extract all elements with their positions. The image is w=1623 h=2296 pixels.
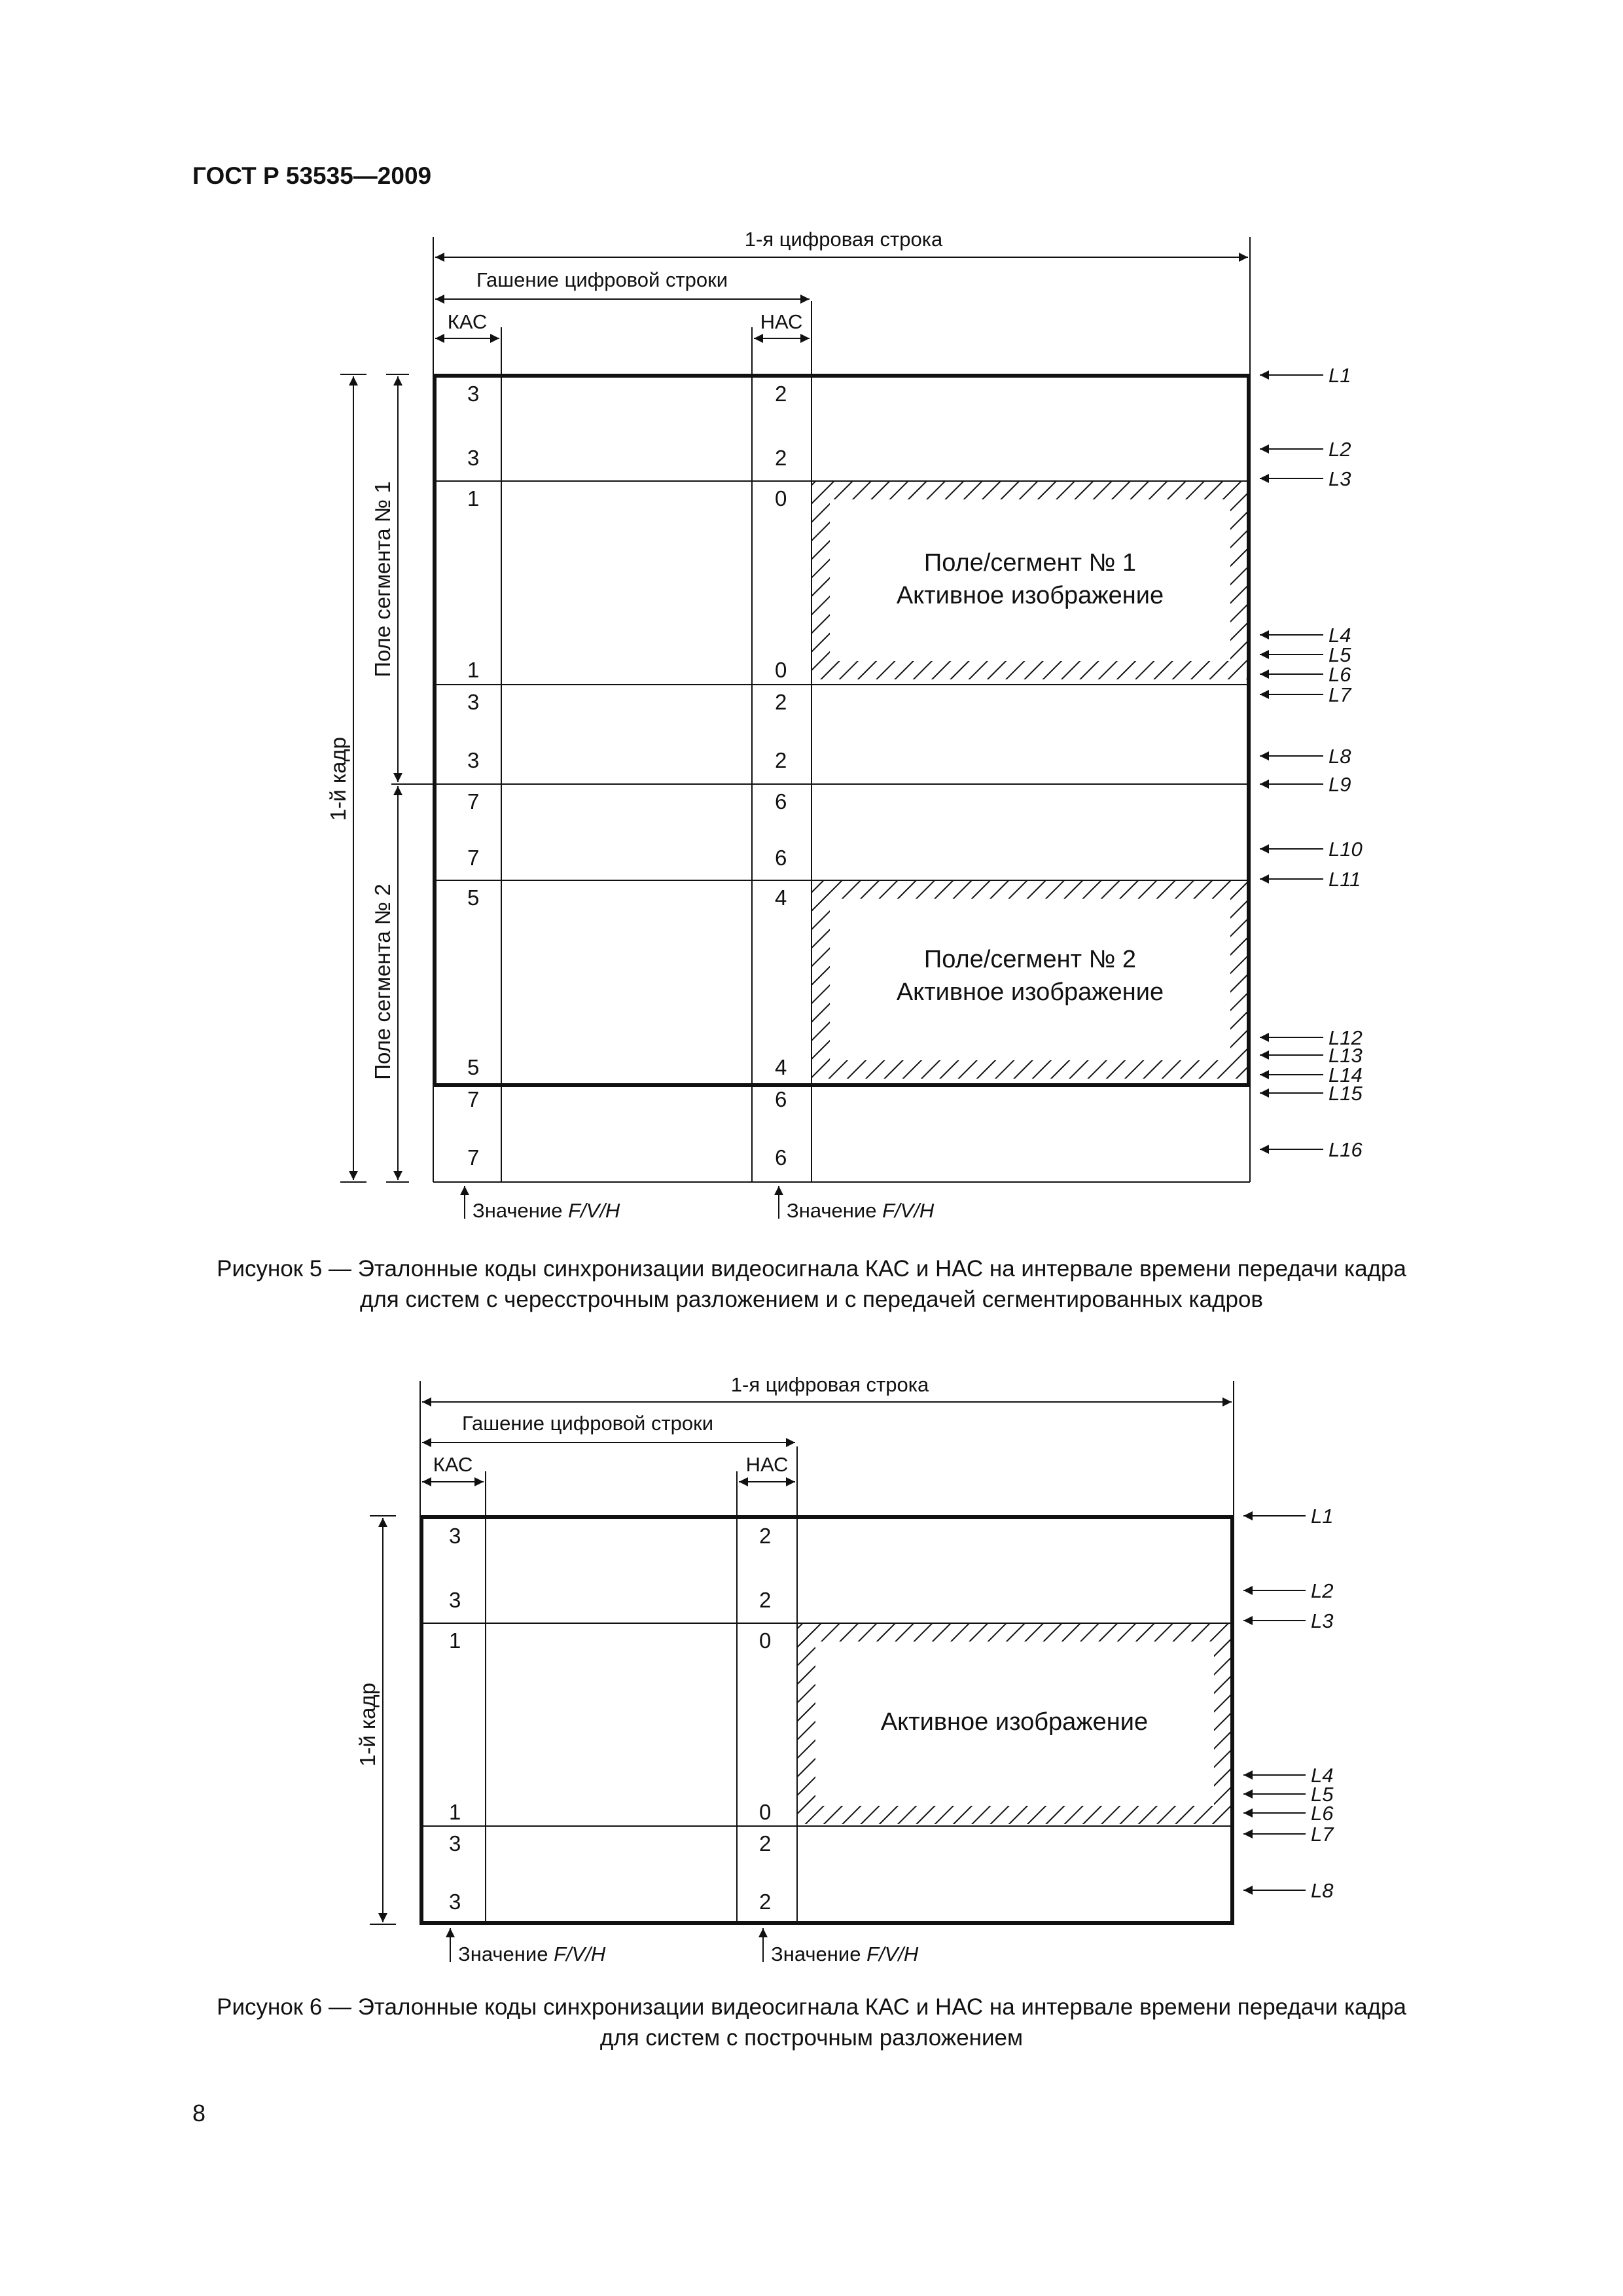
fig6-line-label: L6 bbox=[1311, 1802, 1334, 1825]
fig6-row-title: 1-я цифровая строка bbox=[730, 1373, 929, 1396]
fig5-code-right: 2 bbox=[775, 748, 787, 772]
fig5-line-label: L5 bbox=[1329, 643, 1351, 666]
fig5-code-right: 2 bbox=[775, 690, 787, 714]
fig6-line-label: L1 bbox=[1311, 1505, 1334, 1528]
fig5-line-label: L9 bbox=[1329, 773, 1351, 796]
fig6-line-label: L3 bbox=[1311, 1609, 1334, 1632]
fig5-line-label: L15 bbox=[1329, 1082, 1363, 1105]
fig5-active2-line1: Поле/сегмент № 2 bbox=[923, 946, 1137, 973]
figure-5-caption-line1: Рисунок 5 — Эталонные коды синхронизации видеосигнала КАС и НАС на интервале времени передачи кадра bbox=[217, 1256, 1406, 1282]
figure-6-caption-line2: для систем с построчным разложением bbox=[599, 2025, 1024, 2051]
fig5-code-right: 6 bbox=[775, 1145, 787, 1170]
fig5-line-label: L12 bbox=[1329, 1026, 1363, 1049]
fig6-line-label: L4 bbox=[1311, 1764, 1334, 1787]
fig5-code-left: 5 bbox=[467, 1055, 480, 1079]
fig5-line-label: L11 bbox=[1329, 868, 1361, 891]
fig5-line-label: L6 bbox=[1329, 663, 1351, 686]
fig6-fvh-kac: Значение F/V/H bbox=[458, 1943, 606, 1965]
fig5-line-label: L14 bbox=[1329, 1064, 1363, 1086]
fig5-line-label: L8 bbox=[1329, 745, 1351, 768]
fig5-active1-line1: Поле/сегмент № 1 bbox=[923, 549, 1137, 577]
fig5-nac-label: НАС bbox=[760, 310, 803, 333]
document-header: ГОСТ Р 53535—2009 bbox=[192, 162, 432, 189]
fig5-line-label: L3 bbox=[1329, 467, 1351, 490]
fig5-code-right: 4 bbox=[775, 1055, 787, 1079]
fig6-kac-label: КАС bbox=[433, 1453, 473, 1476]
figure-5-caption bbox=[164, 1253, 1459, 1315]
fig5-line-label: L13 bbox=[1329, 1044, 1363, 1067]
fig5-field1-label: Поле сегмента № 1 bbox=[370, 481, 395, 677]
fig5-line-label: L7 bbox=[1329, 683, 1351, 706]
fig5-code-right: 2 bbox=[775, 446, 787, 470]
fig5-code-right: 6 bbox=[775, 1087, 787, 1111]
fig5-blanking-label: Гашение цифровой строки bbox=[476, 268, 728, 291]
fig5-code-left: 3 bbox=[467, 446, 480, 470]
fig5-code-left: 5 bbox=[467, 886, 480, 910]
fig6-code-left: 3 bbox=[449, 1831, 461, 1856]
fig5-fvh-kac: Значение F/V/H bbox=[473, 1199, 620, 1222]
fig5-line-label: L10 bbox=[1329, 838, 1363, 861]
fig5-field2-label: Поле сегмента № 2 bbox=[370, 884, 395, 1080]
fig6-code-right: 0 bbox=[759, 1800, 772, 1824]
fig5-code-right: 4 bbox=[775, 886, 787, 910]
fig5-line-label: L1 bbox=[1329, 364, 1351, 387]
fig5-kac-label: КАС bbox=[447, 310, 488, 333]
fig6-frame-label: 1-й кадр bbox=[355, 1682, 380, 1767]
fig5-code-left: 3 bbox=[467, 748, 480, 772]
fig5-code-right: 0 bbox=[775, 658, 787, 682]
fig6-code-right: 2 bbox=[759, 1588, 772, 1612]
fig5-active1-line2: Активное изображение bbox=[896, 582, 1164, 609]
fig5-code-right: 6 bbox=[775, 789, 787, 814]
fig5-row-title: 1-я цифровая строка bbox=[744, 228, 943, 251]
fig6-code-right: 2 bbox=[759, 1831, 772, 1856]
fig6-code-left: 1 bbox=[449, 1800, 461, 1824]
fig6-code-left: 3 bbox=[449, 1890, 461, 1914]
fig6-line-label: L5 bbox=[1311, 1783, 1334, 1806]
figure-6-diagram bbox=[0, 1342, 1623, 2029]
fig5-code-left: 7 bbox=[467, 1087, 480, 1111]
fig6-code-right: 2 bbox=[759, 1524, 772, 1548]
fig6-code-right: 2 bbox=[759, 1890, 772, 1914]
fig5-code-right: 2 bbox=[775, 382, 787, 406]
fig5-code-left: 7 bbox=[467, 1145, 480, 1170]
fig6-code-left: 3 bbox=[449, 1524, 461, 1548]
fig6-nac-label: НАС bbox=[745, 1453, 789, 1476]
figure-5-caption-line2: для систем с чересстрочным разложением и с передачей сегментированных кадров bbox=[359, 1287, 1264, 1312]
fig6-line-label: L8 bbox=[1311, 1879, 1334, 1902]
fig5-code-left: 7 bbox=[467, 789, 480, 814]
fig5-code-left: 7 bbox=[467, 846, 480, 870]
fig5-line-label: L2 bbox=[1329, 438, 1351, 461]
fig5-code-left: 1 bbox=[467, 486, 480, 511]
fig6-code-left: 1 bbox=[449, 1628, 461, 1653]
figure-6-caption-line1: Рисунок 6 — Эталонные коды синхронизации видеосигнала КАС и НАС на интервале времени передачи кадра bbox=[217, 1994, 1406, 2020]
fig5-line-label: L4 bbox=[1329, 624, 1351, 647]
fig5-code-left: 3 bbox=[467, 382, 480, 406]
fig5-code-left: 1 bbox=[467, 658, 480, 682]
fig6-line-label: L2 bbox=[1311, 1579, 1334, 1602]
fig6-code-left: 3 bbox=[449, 1588, 461, 1612]
fig5-active2-line2: Активное изображение bbox=[896, 978, 1164, 1006]
page-number: 8 bbox=[192, 2100, 206, 2126]
fig6-code-right: 0 bbox=[759, 1628, 772, 1653]
fig6-active-label: Активное изображение bbox=[880, 1708, 1149, 1736]
fig5-line-label: L16 bbox=[1329, 1138, 1363, 1161]
fig5-code-left: 3 bbox=[467, 690, 480, 714]
fig6-line-label: L7 bbox=[1311, 1823, 1334, 1846]
fig6-blanking-label: Гашение цифровой строки bbox=[461, 1412, 714, 1435]
fig6-fvh-nac: Значение F/V/H bbox=[771, 1943, 919, 1965]
figure-6-caption bbox=[164, 1992, 1459, 2053]
fig5-code-right: 0 bbox=[775, 486, 787, 511]
fig5-frame-label: 1-й кадр bbox=[326, 736, 350, 821]
fig5-code-right: 6 bbox=[775, 846, 787, 870]
fig5-fvh-nac: Значение F/V/H bbox=[787, 1199, 935, 1222]
